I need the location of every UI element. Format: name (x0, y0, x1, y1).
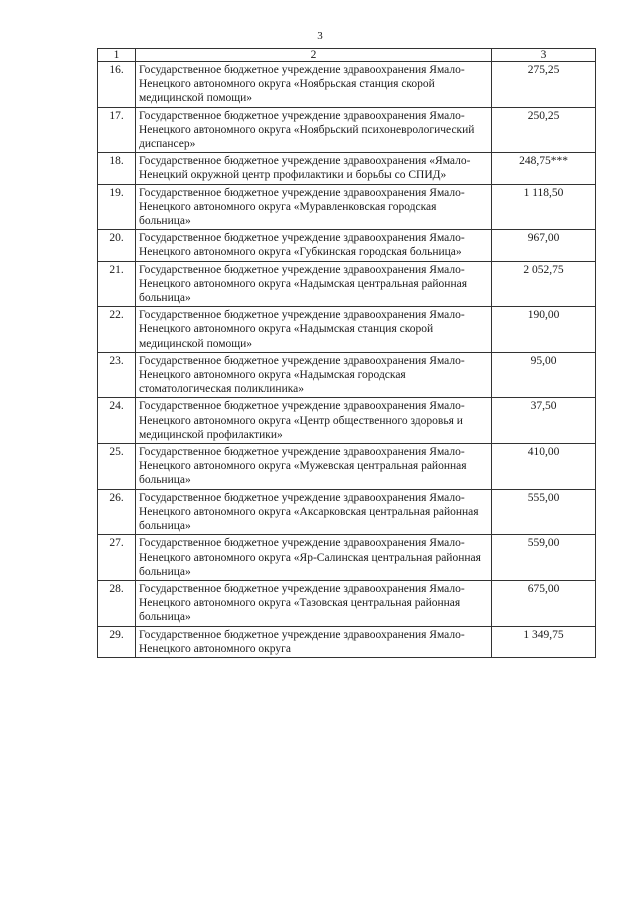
amount-value: 1 118,50 (492, 184, 596, 230)
amount-value: 555,00 (492, 489, 596, 535)
table-row (98, 398, 596, 444)
institution-name: Государственное бюджетное учреждение здравоохранения Ямало-Ненецкого автономного округа «Ноябрьский психоневрологический диспансер» (136, 107, 492, 153)
table-row (98, 489, 596, 535)
amount-value: 190,00 (492, 307, 596, 353)
row-number: 24. (98, 398, 136, 444)
amount-value: 250,25 (492, 107, 596, 153)
allocation-table (97, 48, 596, 658)
table-row (98, 580, 596, 626)
header-col-2: 2 (136, 49, 492, 62)
institution-name: Государственное бюджетное учреждение здравоохранения Ямало-Ненецкого автономного округа «Муравленковская городская больница» (136, 184, 492, 230)
table-body (98, 62, 596, 658)
table-row (98, 62, 596, 108)
amount-value: 95,00 (492, 352, 596, 398)
row-number: 22. (98, 307, 136, 353)
amount-value: 410,00 (492, 444, 596, 490)
row-number: 29. (98, 626, 136, 657)
institution-name: Государственное бюджетное учреждение здравоохранения Ямало-Ненецкого автономного округа «Центр общественного здоровья и медицинской профилактики» (136, 398, 492, 444)
institution-name: Государственное бюджетное учреждение здравоохранения «Ямало-Ненецкий окружной центр профилактики и борьбы со СПИД» (136, 153, 492, 184)
institution-name: Государственное бюджетное учреждение здравоохранения Ямало-Ненецкого автономного округа «Губкинская городская больница» (136, 230, 492, 261)
table-row (98, 107, 596, 153)
institution-name: Государственное бюджетное учреждение здравоохранения Ямало-Ненецкого автономного округа (136, 626, 492, 657)
amount-value: 1 349,75 (492, 626, 596, 657)
row-number: 16. (98, 62, 136, 108)
institution-name: Государственное бюджетное учреждение здравоохранения Ямало-Ненецкого автономного округа «Надымская центральная районная больница» (136, 261, 492, 307)
institution-name: Государственное бюджетное учреждение здравоохранения Ямало-Ненецкого автономного округа «Ноябрьская станция скорой медицинской помощи» (136, 62, 492, 108)
row-number: 23. (98, 352, 136, 398)
row-number: 27. (98, 535, 136, 581)
row-number: 25. (98, 444, 136, 490)
table-row (98, 307, 596, 353)
table-row (98, 153, 596, 184)
amount-value: 675,00 (492, 580, 596, 626)
header-col-3: 3 (492, 49, 596, 62)
row-number: 17. (98, 107, 136, 153)
amount-value: 559,00 (492, 535, 596, 581)
page-number: 3 (317, 30, 323, 42)
institution-name: Государственное бюджетное учреждение здравоохранения Ямало-Ненецкого автономного округа «Надымская городская стоматологическая поликлиника» (136, 352, 492, 398)
institution-name: Государственное бюджетное учреждение здравоохранения Ямало-Ненецкого автономного округа «Надымская станция скорой медицинской помощи» (136, 307, 492, 353)
table-row (98, 230, 596, 261)
table-row (98, 261, 596, 307)
amount-value: 248,75*** (492, 153, 596, 184)
amount-value: 2 052,75 (492, 261, 596, 307)
table-row (98, 626, 596, 657)
table-header-row (98, 49, 596, 62)
header-col-1: 1 (98, 49, 136, 62)
row-number: 26. (98, 489, 136, 535)
row-number: 18. (98, 153, 136, 184)
amount-value: 275,25 (492, 62, 596, 108)
row-number: 28. (98, 580, 136, 626)
table-row (98, 444, 596, 490)
institution-name: Государственное бюджетное учреждение здравоохранения Ямало-Ненецкого автономного округа «Яр-Салинская центральная районная больница» (136, 535, 492, 581)
table-row (98, 535, 596, 581)
institution-name: Государственное бюджетное учреждение здравоохранения Ямало-Ненецкого автономного округа «Мужевская центральная районная больница» (136, 444, 492, 490)
amount-value: 37,50 (492, 398, 596, 444)
institution-name: Государственное бюджетное учреждение здравоохранения Ямало-Ненецкого автономного округа «Тазовская центральная районная больница» (136, 580, 492, 626)
table-row (98, 352, 596, 398)
row-number: 19. (98, 184, 136, 230)
institution-name: Государственное бюджетное учреждение здравоохранения Ямало-Ненецкого автономного округа «Аксарковская центральная районная больница» (136, 489, 492, 535)
amount-value: 967,00 (492, 230, 596, 261)
row-number: 20. (98, 230, 136, 261)
table-row (98, 184, 596, 230)
row-number: 21. (98, 261, 136, 307)
